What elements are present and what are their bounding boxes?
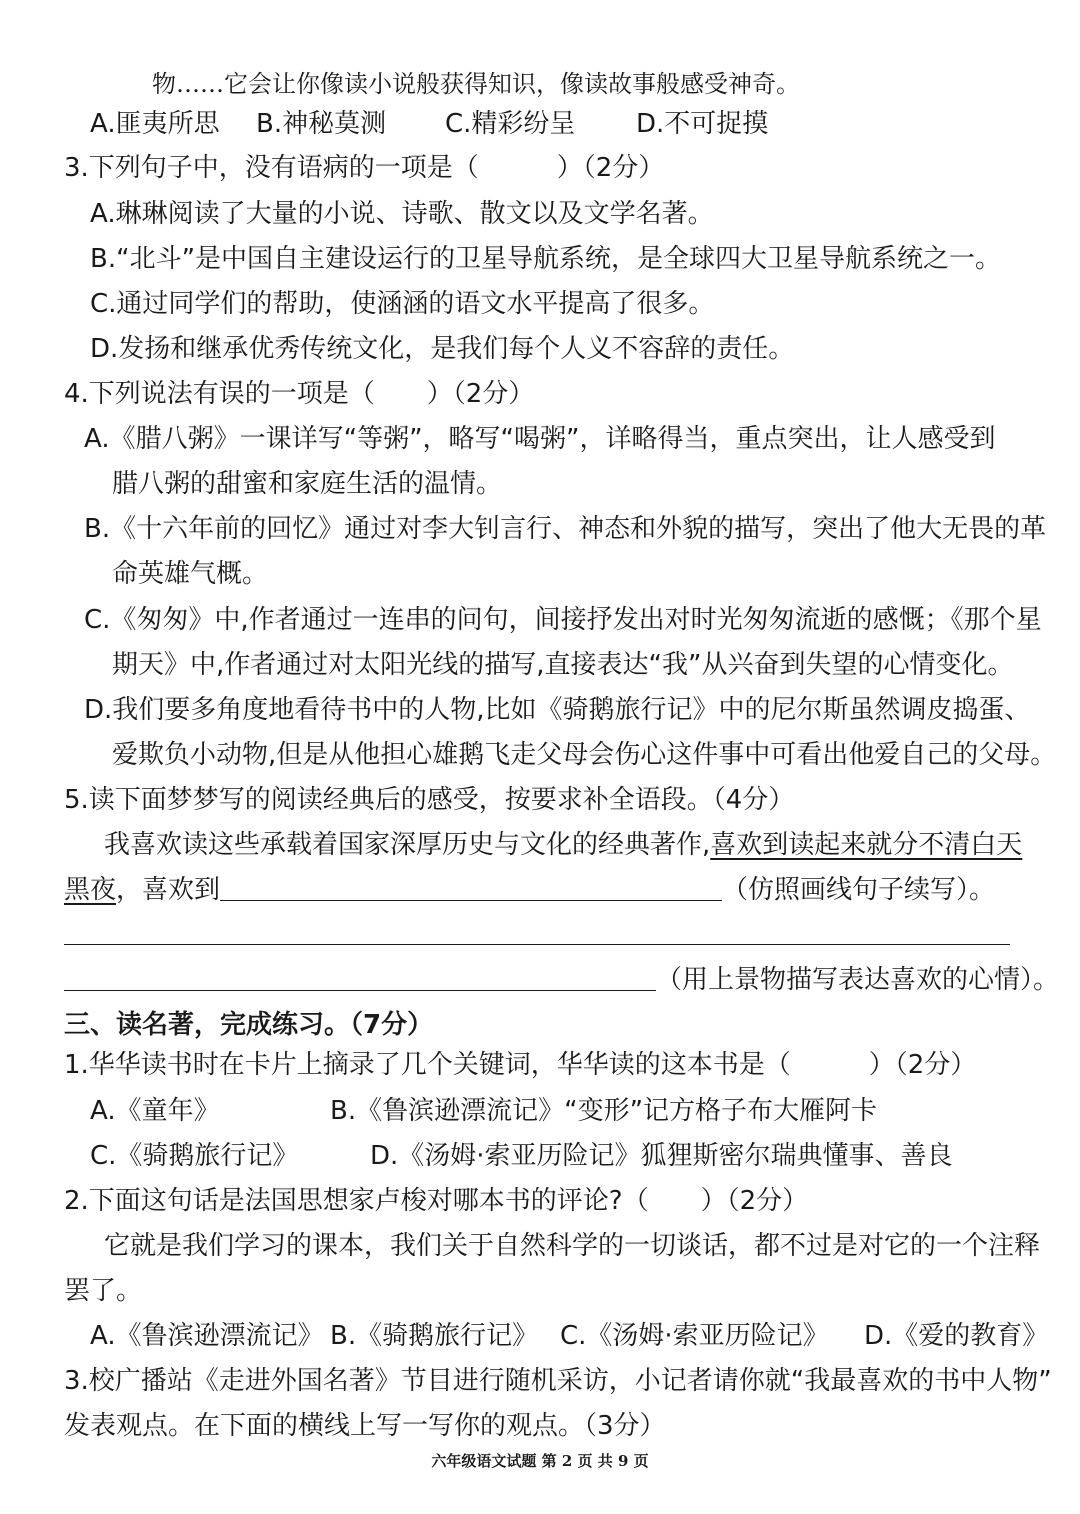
top-line: 物……它会让你像读小说般获得知识，像读故事般感受神奇。 [152, 70, 800, 98]
q5-underlined-sentence-end: 黑夜 [64, 875, 117, 905]
q5-text-cont: ，喜欢到 [116, 875, 221, 905]
s3-q1-option-b: B.《鲁滨逊漂流记》“变形”记方格子布大雁阿卡 [330, 1096, 878, 1126]
q2-option-c: C.精彩纷呈 [445, 109, 576, 139]
s3-q2-quote-line2: 罢了。 [64, 1276, 143, 1306]
q4-option-b-line1: B.《十六年前的回忆》通过对李大钊言行、神态和外貌的描写，突出了他大无畏的革 [84, 514, 1047, 544]
s3-q2-option-d: D.《爱的教育》 [864, 1321, 1049, 1351]
q3-stem: 3.下列句子中，没有语病的一项是（ ）（2分） [64, 153, 665, 183]
q5-hint-imitate: （仿照画线句子续写）。 [722, 875, 996, 905]
s3-q1-option-d: D.《汤姆·索亚历险记》狐狸斯密尔瑞典懂事、善良 [370, 1141, 953, 1171]
s3-q2-option-b: B.《骑鹅旅行记》 [330, 1321, 539, 1351]
s3-q1-stem: 1.华华读书时在卡片上摘录了几个关键词，华华读的这本书是（ ）（2分） [64, 1050, 977, 1080]
q4-stem: 4.下列说法有误的一项是（ ）（2分） [64, 379, 535, 409]
q3-option-d: D.发扬和继承优秀传统文化，是我们每个人义不容辞的责任。 [90, 334, 795, 364]
s3-q3-stem-line2: 发表观点。在下面的横线上写一写你的观点。（3分） [64, 1411, 666, 1441]
s3-q2-option-c: C.《汤姆·索亚历险记》 [560, 1321, 829, 1351]
q2-option-b: B.神秘莫测 [256, 109, 387, 139]
q5-paragraph-line2 [64, 872, 995, 908]
q5-underlined-sentence: 喜欢到读起来就分不清白天 [710, 830, 1023, 860]
q4-option-a-line1: A.《腊八粥》一课详写“等粥”，略写“喝粥”，详略得当，重点突出，让人感受到 [84, 424, 996, 454]
q3-option-b: B.“北斗”是中国自主建设运行的卫星导航系统，是全球四大卫星导航系统之一。 [90, 244, 1002, 274]
q5-answer-blank[interactable] [220, 874, 722, 901]
s3-q1-option-c: C.《骑鹅旅行记》 [90, 1141, 299, 1171]
q4-option-c-line1: C.《匆匆》中,作者通过一连串的问句，间接抒发出对时光匆匆流逝的感慨；《那个星 [84, 605, 1042, 635]
q2-option-d: D.不可捉摸 [636, 109, 769, 139]
s3-q2-stem: 2.下面这句话是法国思想家卢梭对哪本书的评论?（ ）（2分） [64, 1186, 809, 1216]
q3-option-c: C.通过同学们的帮助，使涵涵的语文水平提高了很多。 [90, 289, 715, 319]
q4-option-a-line2: 腊八粥的甜蜜和家庭生活的温情。 [112, 469, 503, 499]
q2-option-a: A.匪夷所思 [90, 109, 220, 139]
q5-paragraph-line1 [104, 827, 1022, 863]
q5-paragraph-line4 [64, 962, 1059, 998]
q5-stem: 5.读下面梦梦写的阅读经典后的感受，按要求补全语段。（4分） [64, 785, 795, 815]
q5-answer-line[interactable] [64, 944, 1010, 945]
s3-q1-option-a: A.《童年》 [90, 1096, 220, 1126]
q5-text: 我喜欢读这些承载着国家深厚历史与文化的经典著作, [104, 830, 711, 860]
q4-option-d-line1: D.我们要多角度地看待书中的人物,比如《骑鹅旅行记》中的尼尔斯虽然调皮捣蛋、 [84, 695, 1031, 725]
q5-answer-blank-2[interactable] [64, 964, 656, 991]
s3-q3-stem-line1: 3.校广播站《走进外国名著》节目进行随机采访，小记者请你就“我最喜欢的书中人物” [64, 1366, 1052, 1396]
q3-option-a: A.琳琳阅读了大量的小说、诗歌、散文以及文学名著。 [90, 199, 714, 229]
q4-option-c-line2: 期天》中,作者通过对太阳光线的描写,直接表达“我”从兴奋到失望的心情变化。 [112, 650, 1014, 680]
page-footer: 六年级语文试题 第 2 页 共 9 页 [431, 1452, 649, 1470]
q4-option-d-line2: 爱欺负小动物,但是从他担心雄鹅飞走父母会伤心这件事中可看出他爱自己的父母。 [112, 740, 1057, 770]
section-3-title: 三、读名著，完成练习。（7分） [64, 1010, 434, 1040]
q5-hint-scenery: （用上景物描写表达喜欢的心情）。 [656, 965, 1060, 995]
s3-q2-quote-line1: 它就是我们学习的课本，我们关于自然科学的一切谈话，都不过是对它的一个注释 [104, 1231, 1041, 1261]
q4-option-b-line2: 命英雄气概。 [112, 559, 269, 589]
s3-q2-option-a: A.《鲁滨逊漂流记》 [90, 1321, 324, 1351]
